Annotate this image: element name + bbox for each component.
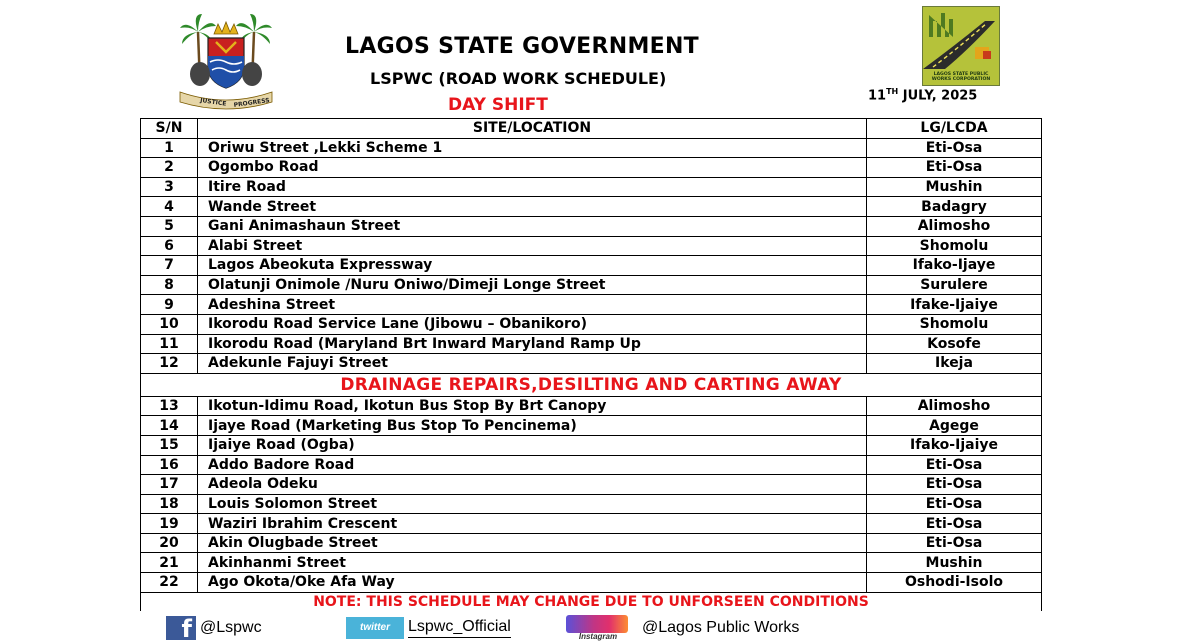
row-lg: Badagry <box>867 197 1042 217</box>
row-site: Louis Solomon Street <box>198 494 867 514</box>
table-row <box>141 334 1042 354</box>
row-sn: 2 <box>141 158 198 178</box>
row-lg: Shomolu <box>867 236 1042 256</box>
table-row <box>141 138 1042 158</box>
row-lg: Surulere <box>867 275 1042 295</box>
row-lg: Mushin <box>867 553 1042 573</box>
instagram-icon <box>562 615 634 641</box>
column-header-site: SITE/LOCATION <box>198 119 867 139</box>
row-lg: Ifake-Ijaiye <box>867 295 1042 315</box>
row-sn: 17 <box>141 475 198 495</box>
row-lg: Eti-Osa <box>867 455 1042 475</box>
section-row <box>141 373 1042 396</box>
row-lg: Eti-Osa <box>867 514 1042 534</box>
row-site: Ijaye Road (Marketing Bus Stop To Pencinema) <box>198 416 867 436</box>
row-site: Adeshina Street <box>198 295 867 315</box>
row-lg: Eti-Osa <box>867 138 1042 158</box>
row-sn: 8 <box>141 275 198 295</box>
table-row <box>141 435 1042 455</box>
row-site: Adekunle Fajuyi Street <box>198 354 867 374</box>
row-sn: 20 <box>141 533 198 553</box>
instagram-badge <box>566 615 628 633</box>
row-sn: 21 <box>141 553 198 573</box>
table-row <box>141 197 1042 217</box>
row-lg: Alimosho <box>867 216 1042 236</box>
table-row <box>141 396 1042 416</box>
row-sn: 3 <box>141 177 198 197</box>
row-site: Ikorodu Road Service Lane (Jibowu – Obanikoro) <box>198 314 867 334</box>
logo-caption: LAGOS STATE PUBLIC WORKS CORPORATION <box>931 71 991 82</box>
row-site: Wande Street <box>198 197 867 217</box>
table-row <box>141 354 1042 374</box>
instagram-label: Instagram <box>578 632 618 641</box>
instagram-handle[interactable] <box>562 615 799 641</box>
table-row <box>141 416 1042 436</box>
row-site: Ikorodu Road (Maryland Brt Inward Maryland Ramp Up <box>198 334 867 354</box>
row-sn: 11 <box>141 334 198 354</box>
row-lg: Ifako-Ijaiye <box>867 435 1042 455</box>
table-row <box>141 475 1042 495</box>
shift-label: DAY SHIFT <box>448 95 548 115</box>
row-site: Addo Badore Road <box>198 455 867 475</box>
row-site: Olatunji Onimole /Nuru Oniwo/Dimeji Longe Street <box>198 275 867 295</box>
row-sn: 19 <box>141 514 198 534</box>
row-lg: Shomolu <box>867 314 1042 334</box>
date-rest: JULY, 2025 <box>898 88 978 104</box>
row-site: Lagos Abeokuta Expressway <box>198 256 867 276</box>
note-row <box>141 592 1042 611</box>
row-sn: 15 <box>141 435 198 455</box>
row-sn: 1 <box>141 138 198 158</box>
row-lg: Eti-Osa <box>867 158 1042 178</box>
row-sn: 9 <box>141 295 198 315</box>
row-sn: 16 <box>141 455 198 475</box>
table-row <box>141 455 1042 475</box>
row-lg: Alimosho <box>867 396 1042 416</box>
table-row <box>141 236 1042 256</box>
page-title: LAGOS STATE GOVERNMENT <box>345 34 699 59</box>
table-row <box>141 275 1042 295</box>
row-lg: Eti-Osa <box>867 475 1042 495</box>
row-sn: 13 <box>141 396 198 416</box>
row-sn: 12 <box>141 354 198 374</box>
row-sn: 6 <box>141 236 198 256</box>
row-site: Ago Okota/Oke Afa Way <box>198 573 867 593</box>
table-row <box>141 256 1042 276</box>
row-lg: Oshodi-Isolo <box>867 573 1042 593</box>
facebook-icon: f <box>166 616 196 640</box>
row-lg: Kosofe <box>867 334 1042 354</box>
schedule-date <box>868 87 977 103</box>
facebook-handle-text: @Lspwc <box>200 619 262 636</box>
road-work-schedule-table <box>140 118 1042 611</box>
row-sn: 22 <box>141 573 198 593</box>
row-sn: 14 <box>141 416 198 436</box>
twitter-icon: twitter <box>346 617 404 639</box>
row-sn: 7 <box>141 256 198 276</box>
twitter-handle[interactable] <box>346 615 511 641</box>
table-row <box>141 573 1042 593</box>
row-site: Adeola Odeku <box>198 475 867 495</box>
row-site: Ikotun-Idimu Road, Ikotun Bus Stop By Brt Canopy <box>198 396 867 416</box>
facebook-handle[interactable] <box>166 615 262 641</box>
crest-motto-right: PROGRESS <box>233 97 271 109</box>
row-site: Alabi Street <box>198 236 867 256</box>
page-subtitle: LSPWC (ROAD WORK SCHEDULE) <box>370 69 667 88</box>
table-row <box>141 494 1042 514</box>
table-row <box>141 514 1042 534</box>
row-sn: 18 <box>141 494 198 514</box>
table-row <box>141 314 1042 334</box>
table-row <box>141 158 1042 178</box>
row-lg: Ikeja <box>867 354 1042 374</box>
row-lg: Eti-Osa <box>867 494 1042 514</box>
crest-motto-left: JUSTICE <box>199 97 227 108</box>
row-sn: 10 <box>141 314 198 334</box>
lagos-crest-logo <box>178 12 274 112</box>
row-sn: 5 <box>141 216 198 236</box>
lspwc-logo <box>922 6 1000 86</box>
row-site: Itire Road <box>198 177 867 197</box>
row-site: Akin Olugbade Street <box>198 533 867 553</box>
twitter-handle-text: Lspwc_Official <box>408 618 511 638</box>
table-row <box>141 177 1042 197</box>
column-header-lg: LG/LCDA <box>867 119 1042 139</box>
row-site: Waziri Ibrahim Crescent <box>198 514 867 534</box>
table-row <box>141 295 1042 315</box>
table-row <box>141 553 1042 573</box>
row-sn: 4 <box>141 197 198 217</box>
row-site: Ogombo Road <box>198 158 867 178</box>
table-header-row <box>141 119 1042 139</box>
row-site: Gani Animashaun Street <box>198 216 867 236</box>
table-row <box>141 216 1042 236</box>
section-title: DRAINAGE REPAIRS,DESILTING AND CARTING AWAY <box>141 373 1042 396</box>
instagram-handle-text: @Lagos Public Works <box>642 619 800 636</box>
date-day: 11 <box>868 88 887 104</box>
row-site: Oriwu Street ,Lekki Scheme 1 <box>198 138 867 158</box>
schedule-note: NOTE: THIS SCHEDULE MAY CHANGE DUE TO UNFORSEEN CONDITIONS <box>141 592 1042 611</box>
row-site: Akinhanmi Street <box>198 553 867 573</box>
row-lg: Agege <box>867 416 1042 436</box>
column-header-sn: S/N <box>141 119 198 139</box>
table-row <box>141 533 1042 553</box>
row-lg: Eti-Osa <box>867 533 1042 553</box>
date-suffix: TH <box>886 87 899 96</box>
row-site: Ijaiye Road (Ogba) <box>198 435 867 455</box>
row-lg: Mushin <box>867 177 1042 197</box>
row-lg: Ifako-Ijaye <box>867 256 1042 276</box>
